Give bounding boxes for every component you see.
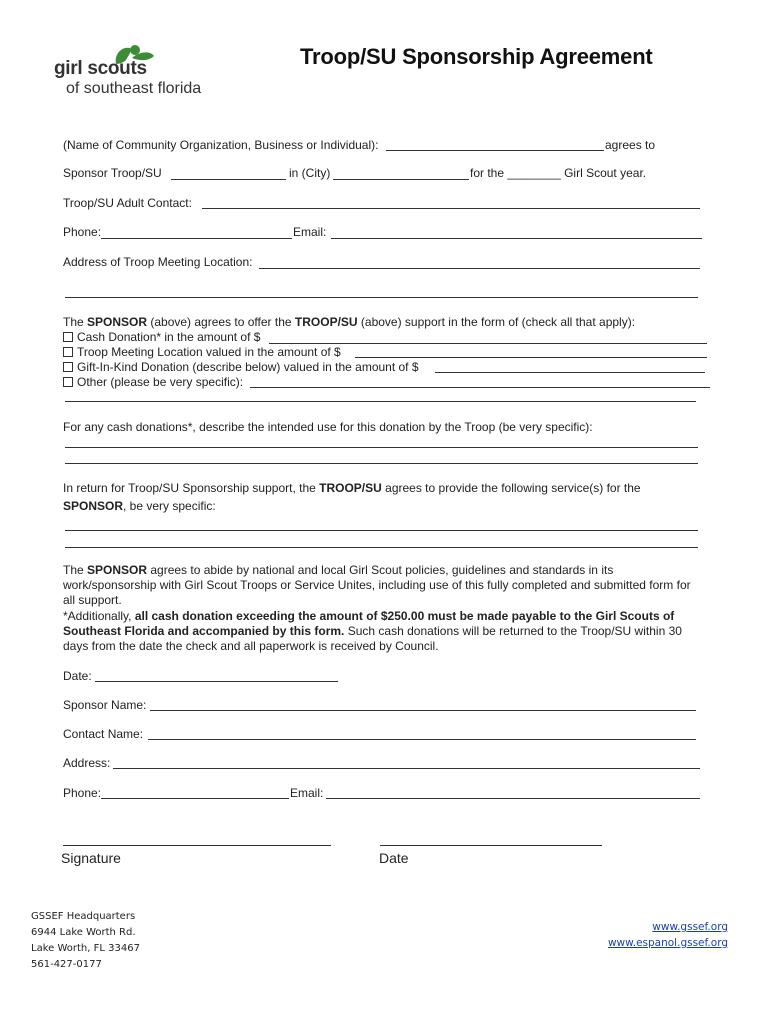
logo — [52, 44, 212, 104]
services-line-2[interactable] — [65, 547, 698, 548]
sponsor-name-label: Sponsor Name: — [63, 698, 147, 712]
hq-address: GSSEF Headquarters 6944 Lake Worth Rd. Lake Worth, FL 33467 561-427-0177 — [31, 911, 140, 970]
email-input-line[interactable] — [331, 238, 702, 239]
checkbox-icon[interactable] — [63, 377, 73, 387]
sponsor-email-input-line[interactable] — [326, 798, 700, 799]
meeting-address-input-line-2[interactable] — [65, 297, 698, 298]
checkbox-icon[interactable] — [63, 347, 73, 357]
phone-input-line[interactable] — [101, 238, 292, 239]
cash-use-line-1[interactable] — [65, 447, 698, 448]
services-line-1[interactable] — [65, 530, 698, 531]
espanol-gssef-link[interactable]: www.espanol.gssef.org — [607, 937, 728, 949]
address-input-line[interactable] — [113, 768, 700, 769]
footer-links — [608, 919, 728, 951]
agrees-to-text: agrees to — [605, 138, 656, 152]
location-amount-line[interactable] — [355, 357, 707, 358]
services-text-2: SPONSOR, be very specific: — [63, 499, 216, 513]
city-input-line[interactable] — [333, 179, 469, 180]
email-label: Email: — [293, 225, 327, 239]
date-input-line[interactable] — [95, 681, 338, 682]
logo-line2: of southeast florida — [66, 80, 202, 97]
cash-amount-line[interactable] — [269, 343, 707, 344]
option-gift-in-kind[interactable]: Gift-In-Kind Donation (describe below) valued in the amount of $ — [63, 360, 419, 374]
sponsor-phone-input-line[interactable] — [101, 798, 289, 799]
option-other[interactable]: Other (please be very specific): — [63, 375, 243, 389]
policy-paragraph: The SPONSOR agrees to abide by national and local Girl Scout policies, guidelines and standards in its work/sponsorship with Girl Scout Troops or Service Unites, including use of this fully completed and submitted form for all support. — [63, 563, 691, 607]
troop-input-line[interactable] — [171, 179, 286, 180]
other-input-line-2[interactable] — [65, 401, 696, 402]
sponsor-phone-label: Phone: — [63, 786, 102, 800]
contact-name-label: Contact Name: — [63, 727, 144, 741]
signature-line[interactable] — [63, 845, 331, 846]
girl-scout-year-text: for the ________ Girl Scout year. — [470, 166, 647, 180]
cash-use-label: For any cash donations*, describe the intended use for this donation by the Troop (be very specific): — [63, 420, 593, 434]
signature-date-line[interactable] — [380, 845, 602, 846]
services-text: In return for Troop/SU Sponsorship support, the TROOP/SU agrees to provide the following service(s) for the — [63, 481, 641, 495]
sponsor-troop-label: Sponsor Troop/SU — [63, 166, 162, 180]
city-label: in (City) — [289, 166, 331, 180]
gssef-link[interactable]: www.gssef.org — [652, 921, 728, 933]
adult-contact-label: Troop/SU Adult Contact: — [63, 196, 192, 210]
sponsor-name-input-line[interactable] — [150, 710, 696, 711]
support-intro: The SPONSOR (above) agrees to offer the TROOP/SU (above) support in the form of (check all that apply): — [63, 315, 636, 329]
other-input-line[interactable] — [250, 387, 710, 388]
meeting-address-input-line[interactable] — [259, 268, 700, 269]
gift-amount-line[interactable] — [435, 372, 705, 373]
phone-label: Phone: — [63, 225, 102, 239]
checkbox-icon[interactable] — [63, 332, 73, 342]
option-meeting-location[interactable]: Troop Meeting Location valued in the amount of $ — [63, 345, 341, 359]
signature-date-label: Date — [379, 850, 409, 866]
option-cash-donation[interactable]: Cash Donation* in the amount of $ — [63, 330, 260, 344]
logo-line1: girl scouts — [54, 58, 147, 79]
date-label: Date: — [63, 669, 92, 683]
adult-contact-input-line[interactable] — [202, 208, 700, 209]
cash-policy-paragraph: *Additionally, all cash donation exceeding the amount of $250.00 must be made payable to the Girl Scouts of Southeast Florida and accompanied by this form. Such cash donations will be returned to the Troop/SU within 30 days from the date the check and all paperwork is received by Council. — [63, 609, 682, 653]
address-label: Address: — [63, 756, 111, 770]
org-label: (Name of Community Organization, Business or Individual): — [63, 138, 379, 152]
sponsor-email-label: Email: — [290, 786, 324, 800]
org-input-line[interactable] — [386, 150, 604, 151]
meeting-address-label: Address of Troop Meeting Location: — [63, 255, 253, 269]
contact-name-input-line[interactable] — [148, 739, 696, 740]
cash-use-line-2[interactable] — [65, 463, 698, 464]
checkbox-icon[interactable] — [63, 362, 73, 372]
signature-label: Signature — [61, 850, 121, 866]
page-title: Troop/SU Sponsorship Agreement — [300, 44, 653, 69]
